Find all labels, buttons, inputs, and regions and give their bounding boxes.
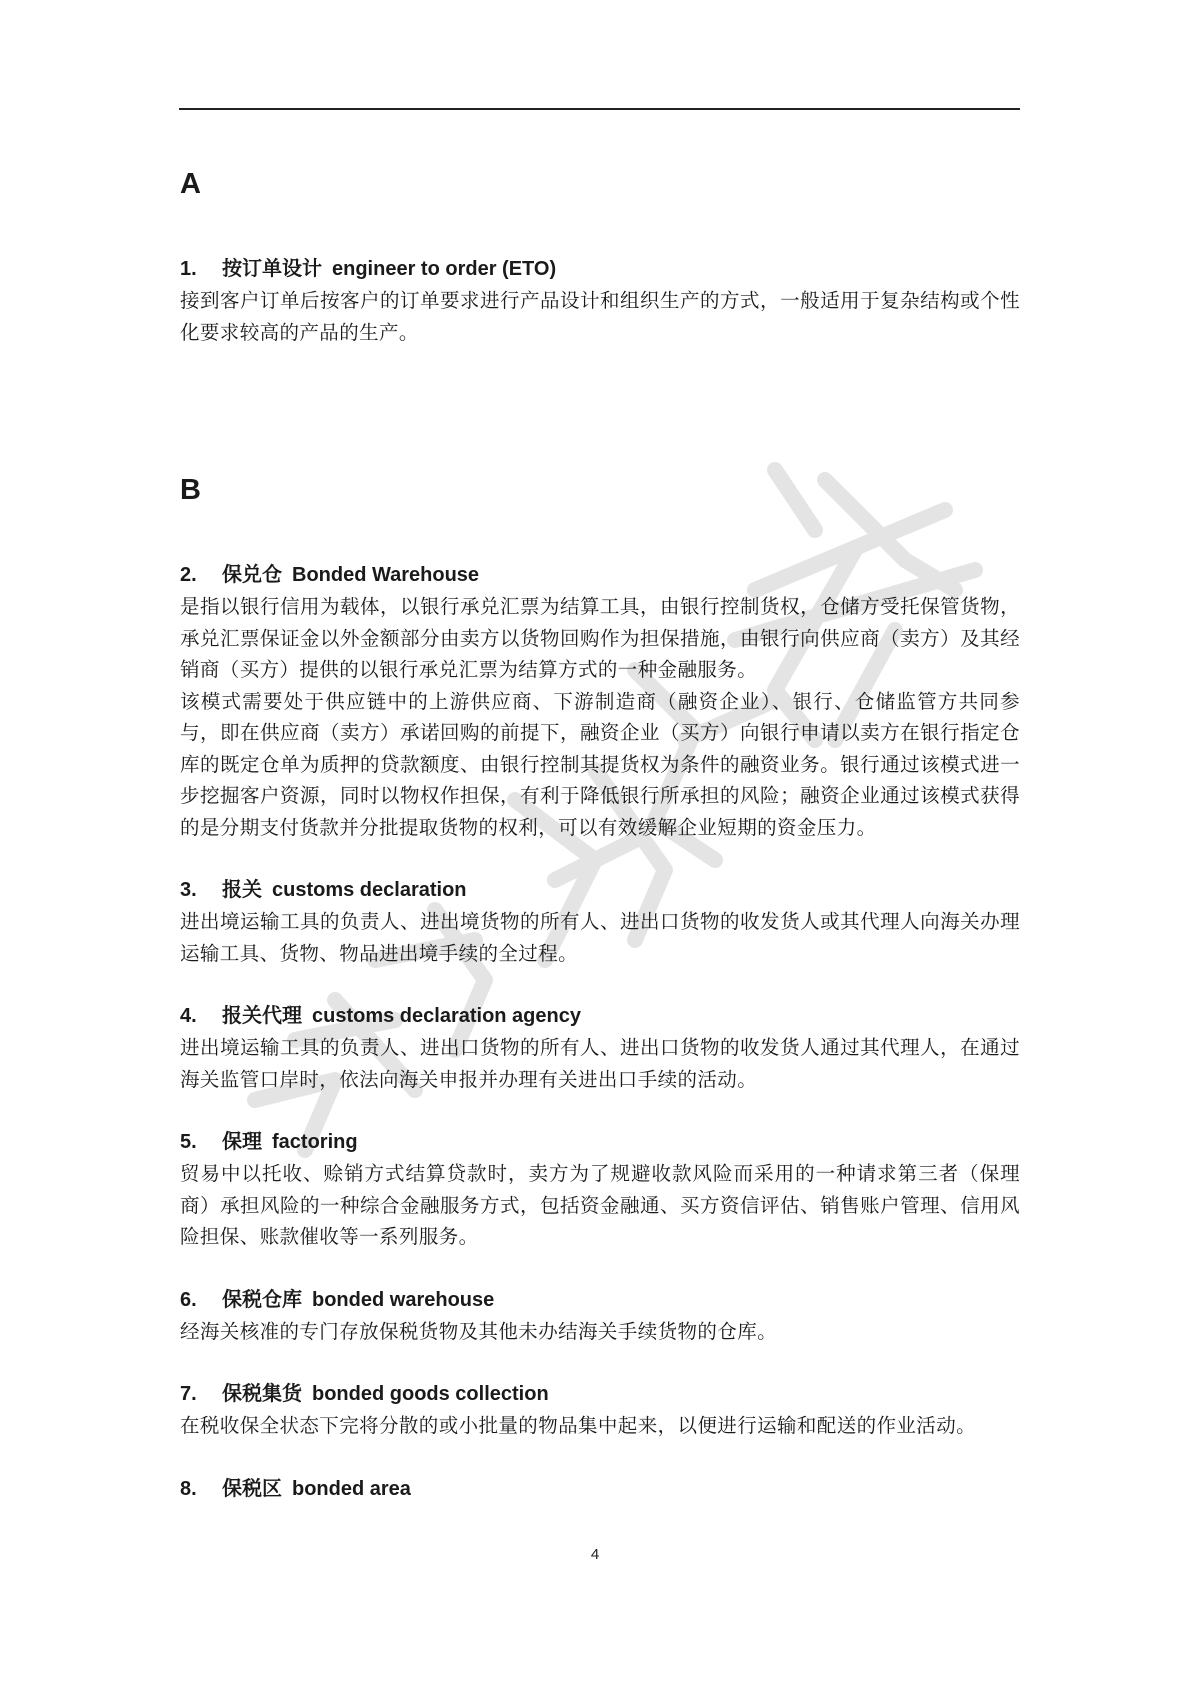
glossary-entry-7 — [180, 1377, 1020, 1442]
entry-definition: 是指以银行信用为载体，以银行承兑汇票为结算工具，由银行控制货权，仓储方受托保管货物，承兑汇票保证金以外金额部分由卖方以货物回购作为担保措施，由银行向供应商（卖方）及其经销商（买方）提供的以银行承兑汇票为结算方式的一种金融服务。 — [180, 595, 1020, 681]
entry-number: 7. — [180, 1383, 197, 1405]
section-letter-b: B — [180, 474, 201, 506]
entry-term-cn: 保理 — [222, 1129, 262, 1153]
entry-term-cn: 保税集货 — [222, 1381, 302, 1405]
entry-definition: 进出境运输工具的负责人、进出境货物的所有人、进出口货物的收发货人或其代理人向海关办理运输工具、货物、物品进出境手续的全过程。 — [180, 910, 1020, 965]
page-number: 4 — [590, 1546, 600, 1563]
entry-definition-continued: 该模式需要处于供应链中的上游供应商、下游制造商（融资企业）、银行、仓储监管方共同参与，即在供应商（卖方）承诺回购的前提下，融资企业（买方）向银行申请以卖方在银行指定仓库的既定仓单为质押的贷款额度、由银行控制其提货权为条件的融资业务。银行通过该模式进一步挖掘客户资源，同时以物权作担保，有利于降低银行所承担的风险；融资企业通过该模式获得的是分期支付货款并分批提取货物的权利，可以有效缓解企业短期的资金压力。 — [180, 689, 1020, 839]
glossary-entry-8 — [180, 1472, 1020, 1505]
entry-definition: 进出境运输工具的负责人、进出口货物的所有人、进出口货物的收发货人通过其代理人，在通过海关监管口岸时，依法向海关申报并办理有关进出口手续的活动。 — [180, 1036, 1020, 1091]
entry-number: 2. — [180, 564, 197, 586]
entry-term-en: customs declaration agency — [312, 1005, 581, 1027]
entry-heading — [180, 999, 1020, 1032]
entry-heading — [180, 1377, 1020, 1410]
entry-number: 8. — [180, 1477, 197, 1500]
entry-definition: 接到客户订单后按客户的订单要求进行产品设计和组织生产的方式，一般适用于复杂结构或个性化要求较高的产品的生产。 — [180, 289, 1020, 344]
entry-heading — [180, 558, 1020, 591]
entry-term-en: bonded warehouse — [312, 1288, 495, 1311]
entry-term-en: engineer to order (ETO) — [332, 258, 557, 280]
header-rule — [179, 108, 1020, 110]
glossary-entry-4 — [180, 999, 1020, 1095]
entry-heading — [180, 1283, 1020, 1316]
glossary-entry-6 — [180, 1283, 1020, 1348]
entry-heading — [180, 873, 1020, 906]
entry-term-cn: 保税仓库 — [222, 1286, 302, 1311]
glossary-entry-1 — [180, 252, 1020, 348]
entry-number: 4. — [180, 1005, 197, 1027]
entry-term-cn: 报关 — [222, 877, 262, 901]
entry-term-en: Bonded Warehouse — [292, 564, 480, 586]
entry-term-en: customs declaration — [272, 879, 467, 901]
entry-term-cn: 按订单设计 — [222, 256, 322, 280]
entry-number: 5. — [180, 1131, 197, 1153]
document-body — [180, 160, 1020, 1505]
entry-definition: 贸易中以托收、赊销方式结算贷款时，卖方为了规避收款风险而采用的一种请求第三者（保理商）承担风险的一种综合金融服务方式，包括资金融通、买方资信评估、销售账户管理、信用风险担保、账款催收等一系列服务。 — [180, 1162, 1020, 1248]
entry-term-en: factoring — [272, 1131, 358, 1153]
glossary-entry-5 — [180, 1125, 1020, 1253]
glossary-entry-2 — [180, 558, 1020, 843]
entry-number: 3. — [180, 879, 197, 901]
glossary-entry-3 — [180, 873, 1020, 969]
section-letter-a: A — [180, 168, 201, 200]
entry-heading — [180, 252, 1020, 285]
entry-term-cn: 报关代理 — [222, 1003, 302, 1027]
entry-number: 1. — [180, 258, 197, 280]
entry-term-en: bonded goods collection — [312, 1383, 549, 1405]
entry-term-cn: 保兑仓 — [222, 562, 282, 586]
entry-number: 6. — [180, 1288, 197, 1311]
entry-heading — [180, 1472, 1020, 1505]
entry-definition: 在税收保全状态下完将分散的或小批量的物品集中起来，以便进行运输和配送的作业活动。 — [180, 1414, 977, 1437]
entry-term-en: bonded area — [292, 1477, 411, 1500]
entry-term-cn: 保税区 — [222, 1475, 282, 1500]
entry-definition: 经海关核准的专门存放保税货物及其他未办结海关手续货物的仓库。 — [180, 1319, 778, 1343]
entry-heading — [180, 1125, 1020, 1158]
